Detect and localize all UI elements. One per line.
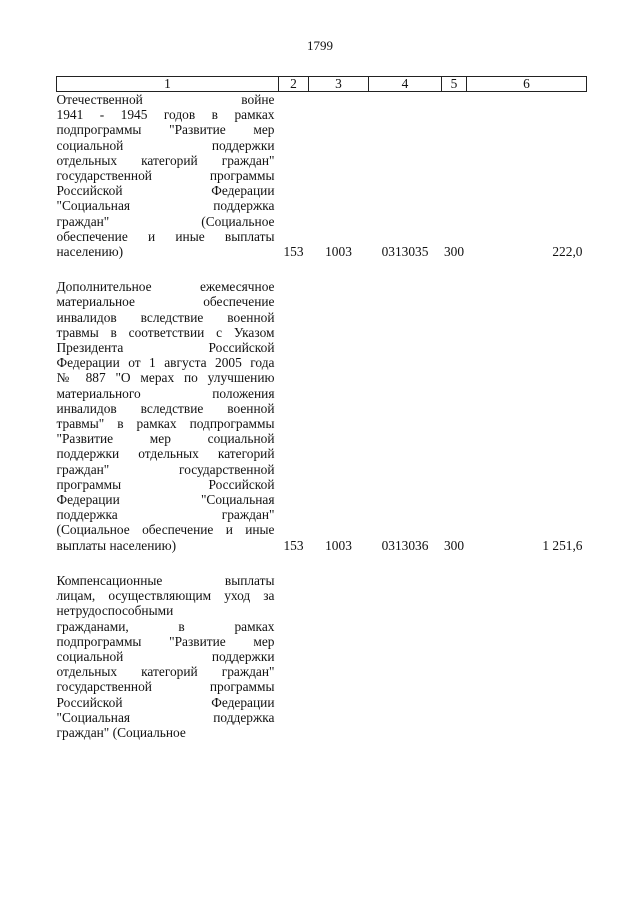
description-line: Федерации "Социальная (56, 492, 275, 508)
description-line: социальной поддержки (56, 137, 275, 153)
row-amount: 1 251,6 (542, 537, 583, 553)
description-line: граждан" государственной (56, 461, 275, 477)
row-expense-type (442, 573, 467, 740)
header-row (57, 77, 587, 92)
description-line: инвалидов вследствие военной (56, 309, 275, 325)
description-line: граждан" (Социальное (56, 724, 186, 740)
row-admin-code: 153 (283, 537, 304, 553)
header-col-6: 6 (467, 77, 587, 92)
description-line: нетрудоспособными (56, 603, 174, 619)
header-col-4: 4 (369, 77, 442, 92)
description-line: Российской Федерации (56, 183, 275, 199)
description-line: Президента Российской (56, 340, 275, 356)
description-line: населению) (56, 244, 124, 260)
header-col-3: 3 (309, 77, 369, 92)
row-admin-code (279, 573, 309, 740)
description-line: отдельных категорий граждан" (56, 664, 275, 680)
row-description (57, 573, 279, 740)
description-line: государственной программы (56, 168, 275, 184)
description-line: инвалидов вследствие военной (56, 400, 275, 416)
row-target-code: 0313035 (381, 244, 429, 260)
page-number: 1799 (307, 38, 333, 53)
description-line: поддержка граждан" (56, 507, 275, 523)
description-line: обеспечение и иные выплаты (56, 228, 275, 244)
description-line: 1941 - 1945 годов в рамках (56, 107, 275, 123)
description-line: социальной поддержки (56, 648, 275, 664)
description-line: "Развитие мер социальной (56, 431, 275, 447)
description-line: Федерации от 1 августа 2005 года (56, 355, 275, 371)
description-line: Компенсационные выплаты (56, 572, 275, 588)
description-line: лицам, осуществляющим уход за (56, 588, 275, 604)
description-line: граждан" (Социальное (56, 213, 275, 229)
row-admin-code: 153 (283, 244, 304, 260)
description-line: подпрограммы "Развитие мер (56, 633, 275, 649)
header-col-2: 2 (279, 77, 309, 92)
description-line: гражданами, в рамках (56, 618, 275, 634)
description-line: материальное обеспечение (56, 294, 275, 310)
row-description (57, 279, 279, 553)
row-description (57, 92, 279, 260)
budget-table (56, 76, 587, 740)
description-line: № 887 "О мерах по улучшению (56, 370, 275, 386)
row-section-code (309, 573, 369, 740)
row-expense-type: 300 (443, 244, 465, 260)
description-line: подпрограммы "Развитие мер (56, 122, 275, 138)
description-line: Дополнительное ежемесячное (56, 279, 275, 295)
description-line: травмы" в рамках подпрограммы (56, 416, 275, 432)
description-line: материального положения (56, 385, 275, 401)
table-row (57, 279, 587, 553)
row-target-code: 0313036 (381, 537, 429, 553)
row-spacer (57, 553, 587, 573)
description-line: отдельных категорий граждан" (56, 152, 275, 168)
description-line: поддержки отдельных категорий (56, 446, 275, 462)
row-amount (467, 573, 587, 740)
description-line: программы Российской (56, 476, 275, 492)
description-line: "Социальная поддержка (56, 198, 275, 214)
description-line: (Социальное обеспечение и иные (56, 522, 275, 538)
description-line: "Социальная поддержка (56, 709, 275, 725)
row-section-code: 1003 (325, 244, 352, 260)
description-line: травмы в соответствии с Указом (56, 324, 275, 340)
row-amount: 222,0 (552, 244, 583, 260)
description-line: Отечественной войне (56, 92, 275, 107)
table-row (57, 573, 587, 740)
description-line: государственной программы (56, 679, 275, 695)
header-col-5: 5 (442, 77, 467, 92)
row-expense-type: 300 (443, 537, 465, 553)
description-line: Российской Федерации (56, 694, 275, 710)
row-section-code: 1003 (325, 537, 352, 553)
row-spacer (57, 259, 587, 279)
description-line: выплаты населению) (56, 537, 177, 553)
row-target-code (369, 573, 442, 740)
header-col-1: 1 (57, 77, 279, 92)
table-row (57, 92, 587, 260)
